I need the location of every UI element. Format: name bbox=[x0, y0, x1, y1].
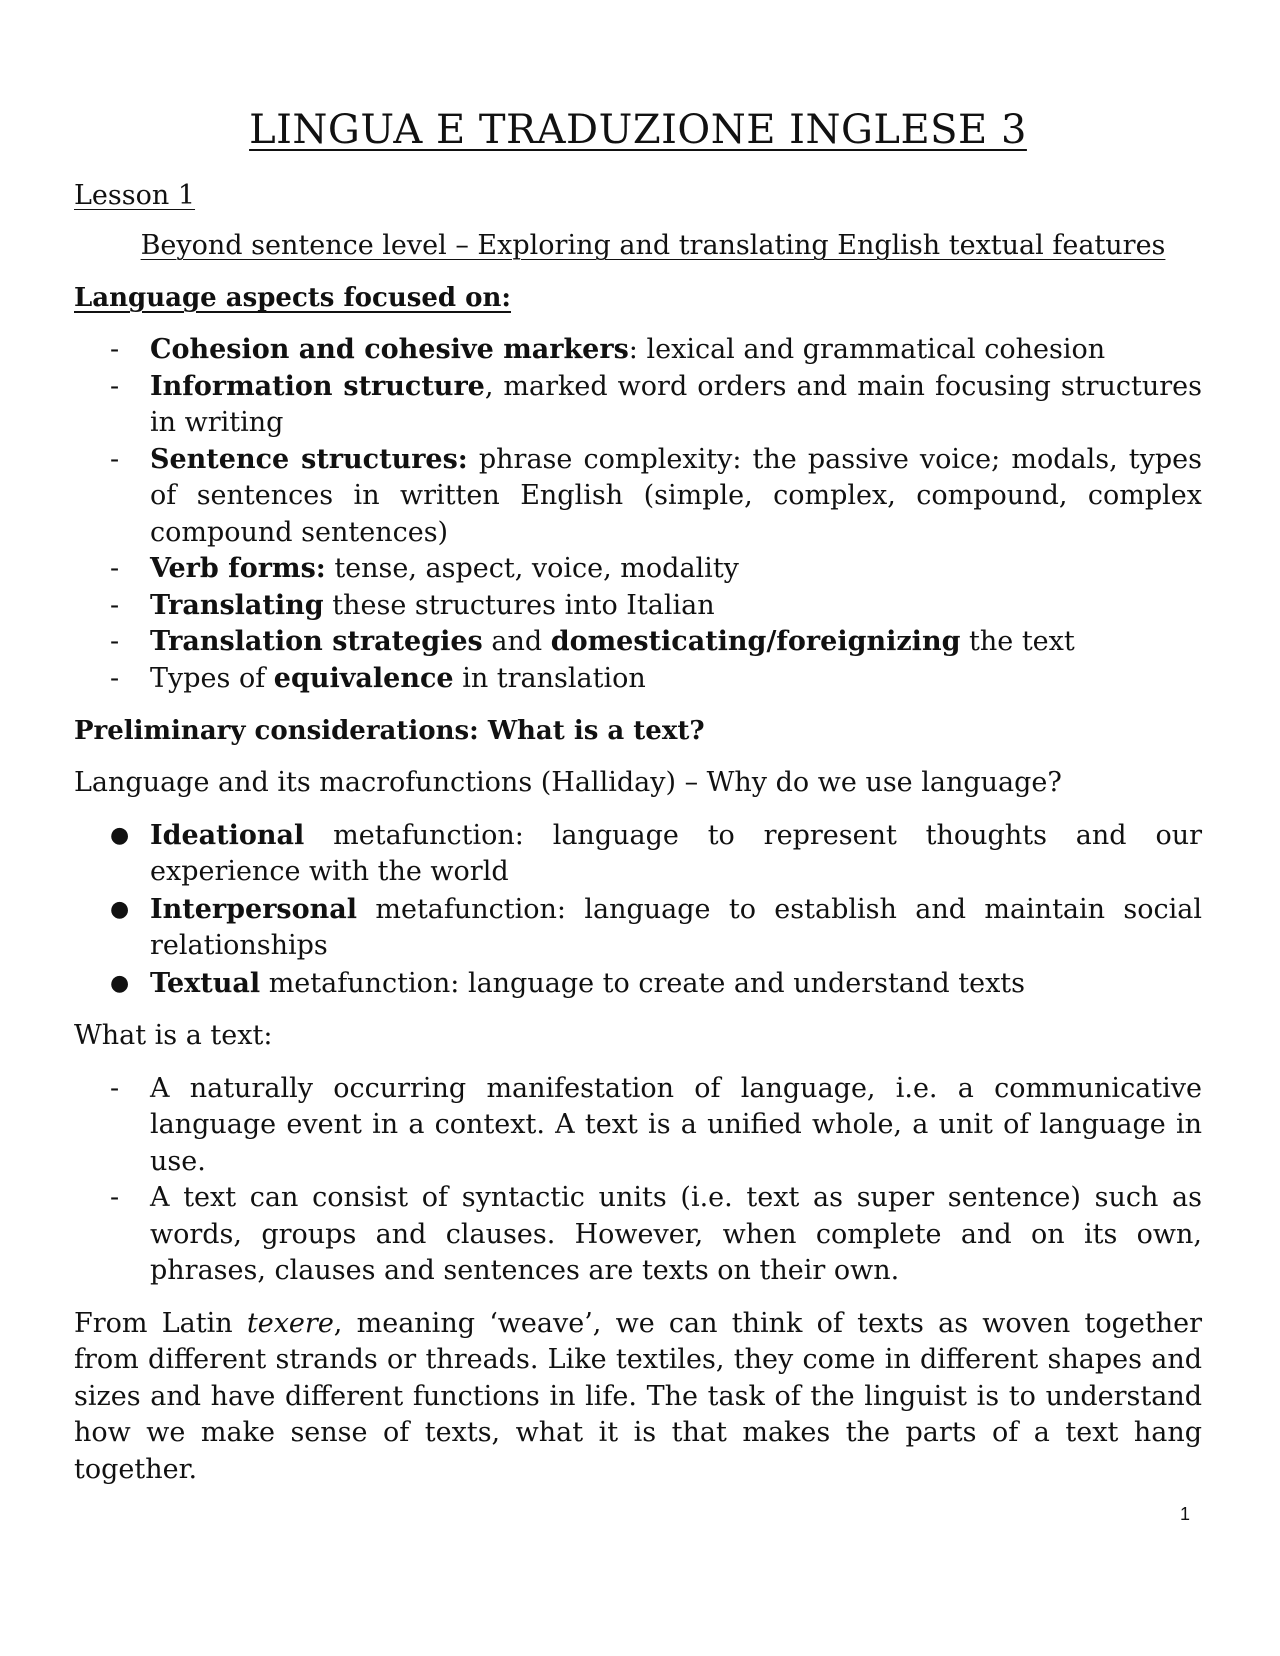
list-item: - Types of equivalence in translation bbox=[110, 662, 646, 694]
bullet-icon: ● bbox=[110, 970, 130, 996]
what-is-a-text: What is a text: bbox=[74, 1020, 273, 1051]
macrofunctions-intro: Language and its macrofunctions (Halliday) – Why do we use language? bbox=[74, 767, 1062, 798]
lesson-subtitle: Beyond sentence level – Exploring and translating English textual features bbox=[140, 230, 1166, 261]
bullet-icon: ● bbox=[110, 896, 130, 922]
aspects-heading: Language aspects focused on: bbox=[74, 283, 511, 313]
list-item: - Translation strategies and domesticating/foreignizing the text bbox=[110, 626, 1075, 657]
lesson-label: Lesson 1 bbox=[74, 180, 196, 211]
list-item: - A text can consist of syntactic units (i.e. text as super sentence) such as words, groups and clauses. However, when complete and on its own, phrases, clauses and sentences are texts on their own. bbox=[110, 1182, 1202, 1286]
list-item: - Cohesion and cohesive markers: lexical and grammatical cohesion bbox=[110, 334, 1106, 365]
list-item: - A naturally occurring manifestation of language, i.e. a communicative language event in a context. A text is a unified whole, a unit of language in use. bbox=[110, 1072, 1202, 1177]
list-item: - Information structure, marked word orders and main focusing structures in writing bbox=[110, 370, 1202, 438]
list-item: - Sentence structures: phrase complexity: the passive voice; modals, types of sentences in written English (simple, complex, compound, complex compound sentences) bbox=[110, 443, 1202, 548]
list-item: - Translating these structures into Italian bbox=[110, 589, 715, 621]
preliminary-heading: Preliminary considerations: What is a text? bbox=[74, 716, 705, 746]
bullet-icon: ● bbox=[110, 822, 130, 848]
aspects-list bbox=[74, 332, 1202, 697]
list-item: ● Textual metafunction: language to create and understand texts bbox=[74, 966, 1202, 1003]
list-item: - Verb forms: tense, aspect, voice, modality bbox=[110, 553, 739, 584]
list-item: ● Ideational metafunction: language to represent thoughts and our experience with the world bbox=[110, 819, 1202, 887]
page-number: 1 bbox=[1179, 1504, 1190, 1524]
definitions-list bbox=[74, 1071, 1202, 1290]
closing-paragraph: From Latin texere, meaning ‘weave’, we can think of texts as woven together from different strands or threads. Like textiles, they come in different shapes and sizes and have different functions in life. The task of the linguist is to understand how we make sense of texts, what it is that makes the parts of a text hang together. bbox=[74, 1307, 1202, 1485]
metafunctions-list bbox=[74, 818, 1202, 1003]
page-title: LINGUA E TRADUZIONE INGLESE 3 bbox=[249, 107, 1027, 153]
list-item: ● Interpersonal metafunction: language to establish and maintain social relationships bbox=[110, 893, 1202, 961]
